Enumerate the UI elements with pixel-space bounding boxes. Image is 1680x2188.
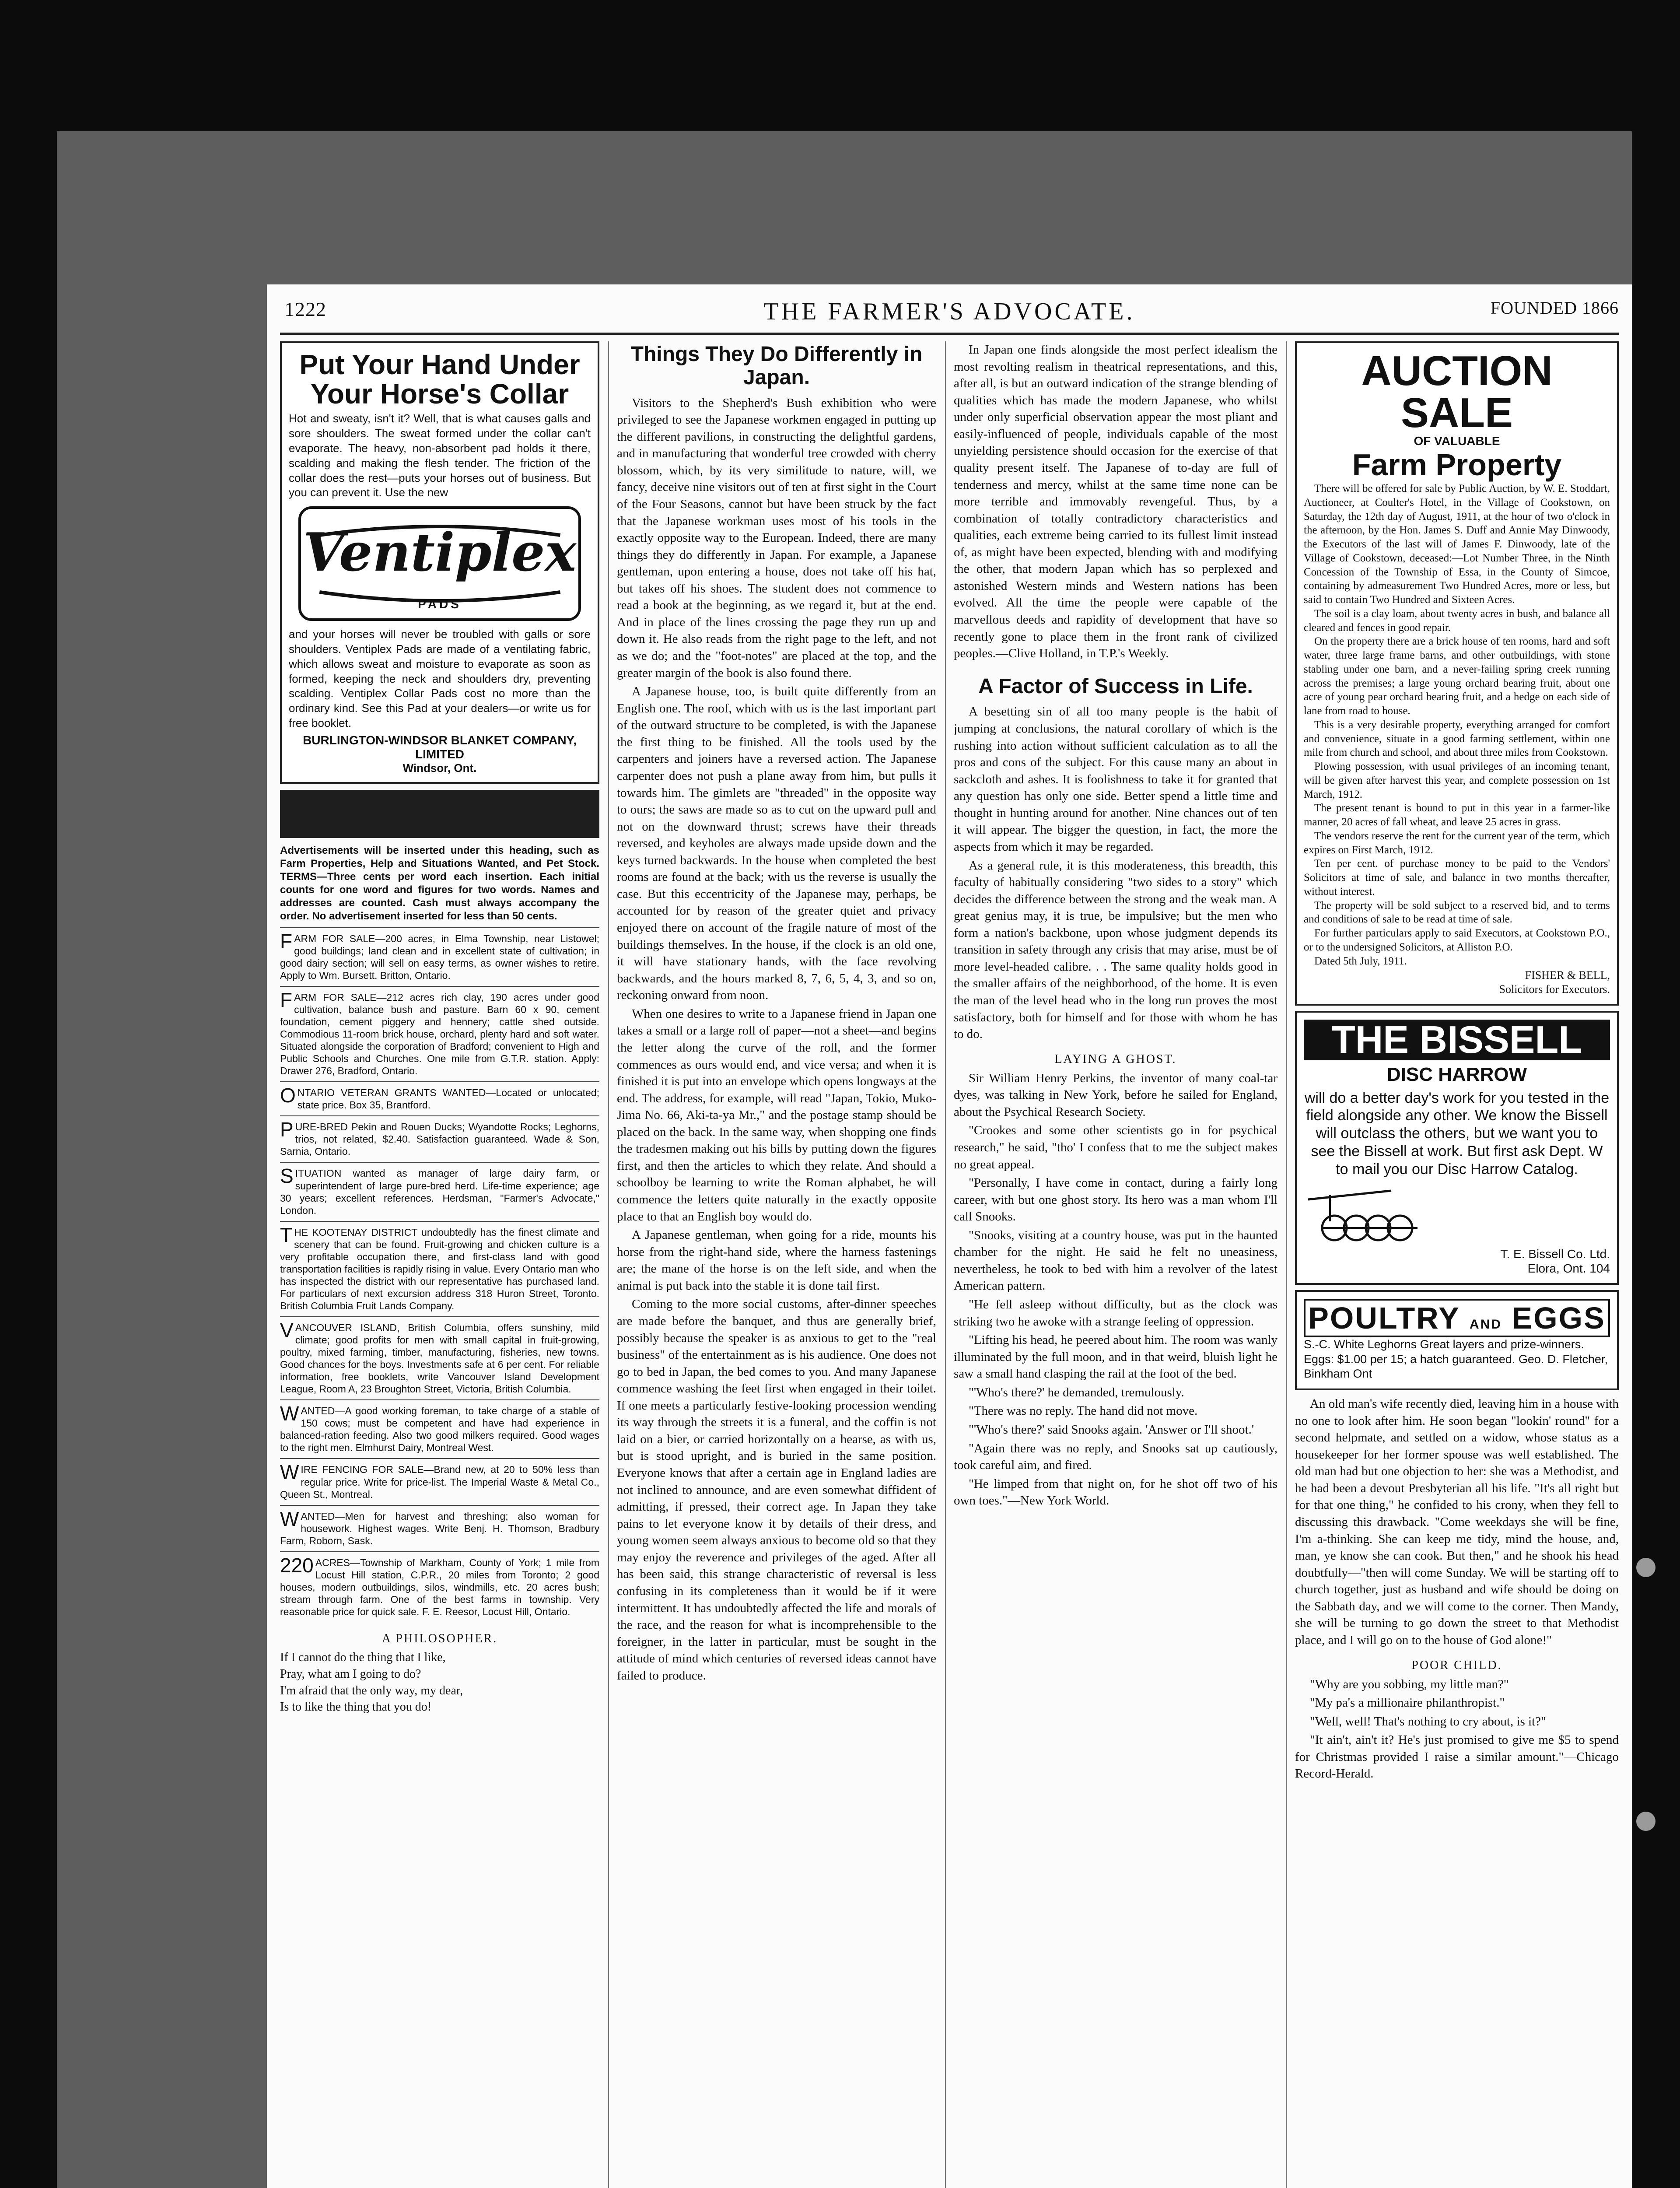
factor-headline: A Factor of Success in Life.	[978, 674, 1253, 698]
classified-text: ANCOUVER ISLAND, British Columbia, offers sunshiny, mild climate; good profits for men with small capital in fruit-growing, poultry, mixed farming, timber, manufacturing, fisheries, new towns. Good chances for the boys. Investments safe at 6 per cent. For reliable information, free booklets, write Vancouver Island Development League, Room A, 23 Broughton Street, Victoria, British Columbia.	[280, 1322, 599, 1395]
japan-paragraph: Visitors to the Shepherd's Bush exhibition who were privileged to see the Japanese workmen engaged in putting up the different pavilions, in constructing the delightful gardens, and in manufacturing that wonderful tree crowded with cherry blossom, which, by its very similitude to nature, will, we fancy, deceive nine visitors out of ten at first sight in the Court of the Four Seasons, cannot but have been struck by the fact that the Japanese workman uses most of his tools in the exactly opposite way to the European. Indeed, there are many things they do differently in Japan. For example, a Japanese gentleman, upon entering a house, does not take off his hat, but takes off his shoes. The student does not commence to read a book at the beginning, as we regard it, but at the end. And in place of the lines crossing the page they run up and down it. He also reads from the right page to the left, and not as we do; and the "foot-notes" are placed at the top, and the greater margin of the book is also found there.	[617, 396, 936, 680]
auction-paragraph: The present tenant is bound to put in this year in a farmer-like manner, 20 acres of fall wheat, and leave 25 acres in grass.	[1304, 802, 1610, 828]
auction-paragraph: The soil is a clay loam, about twenty acres in bush, and balance all cleared and fences in good repair.	[1304, 607, 1610, 634]
poultry-ad	[1295, 1290, 1619, 1390]
auction-paragraph: On the property there are a brick house of ten rooms, hard and soft water, three large frame barns, and other outbuildings, with stone stabling under one barn, and a never-failing spring creek running across the premises; a large young orchard bearing fruit, about one acre of young pear orchard bearing fruit, and a hedge on each side of lane from road to house.	[1304, 635, 1610, 717]
poem-line: I'm afraid that the only way, my dear,	[280, 1683, 463, 1697]
classified-text: ACRES—Township of Markham, County of York; 1 mile from Locust Hill station, C.P.R., 20 miles from Toronto; 2 good houses, modern outbuildings, silos, windmills, etc. 20 acres bush; stream through farm. One of the best farms in township. Very reasonable price for quick sale. F. E. Reesor, Locust Hill, Ontario.	[280, 1557, 599, 1617]
classified-intro: Advertisements will be inserted under this heading, such as Farm Properties, Help and Situations Wanted, and Pet Stock. TERMS—Three cents per word each insertion. Each initial counts for one word and figures for two words. Names and addresses are counted. Cash must always accompany the order. No advertisement inserted for less than 50 cents.	[280, 844, 599, 922]
column-divider	[608, 341, 609, 2188]
auction-firm: FISHER & BELL,	[1525, 969, 1610, 982]
ghost-paragraph: "Snooks, visiting at a country house, was put in the haunted chamber for the night. He said he felt no uneasiness, nevertheless, he took to bed with him a revolver of the latest American pattern.	[954, 1228, 1278, 1293]
ghost-paragraph: "He fell asleep without difficulty, but as the clock was striking two he awoke with a strange feeling of oppression.	[954, 1297, 1278, 1329]
classified-text: ANTED—A good working foreman, to take charge of a stable of 150 cows; must be competent and have had experience in balanced-ration feeding. Also two good milkers required. Good wages to the right men. Elmhurst Dairy, Montreal West.	[280, 1405, 599, 1454]
classified-ad	[280, 1221, 599, 1316]
classified-initial: W	[280, 1461, 299, 1484]
ventiplex-body: and your horses will never be troubled with galls or sore shoulders. Ventiplex Pads are made of a ventilating fabric, which allows sweat and moisture to evaporate as soon as formed, keeping the neck and shoulders dry, preventing scalding. Ventiplex Collar Pads cost no more than the ordinary kind. See this Pad at your dealers—or write us for free booklet.	[289, 628, 591, 729]
ghost-paragraph: "Lifting his head, he peered about him. The room was wanly illuminated by the full moon, and in that weird, bluish light he saw a small hand clasping the rail at the foot of the bed.	[954, 1333, 1278, 1381]
auction-paragraph: Ten per cent. of purchase money to be paid to the Vendors' Solicitors at time of sale, and balance in two months thereafter, without interest.	[1304, 858, 1610, 898]
classified-heading-banner	[280, 790, 599, 838]
ghost-paragraph: "There was no reply. The hand did not move.	[969, 1404, 1198, 1418]
classified-ad	[280, 1505, 599, 1551]
disc-harrow-illustration	[1304, 1182, 1435, 1243]
classified-initial: P	[280, 1118, 294, 1141]
old-man-story: An old man's wife recently died, leaving him in a house with no one to look after him. He soon began "lookin' round" for a second helpmate, and settled on a widow, whose status as a housekeeper for her former spouse was well established. The old man had but one objection to her: she was a Methodist, and he had been a devout Presbyterian all his life. "It's all right but for that one thing," he confided to his crony, when they fell to discussing this drawback. "Come weekdays she will be fine, I'm a-thinking. She can keep me tidy, mind the house, and, man, ye know she can cook. But then," and he shook his head doubtfully—"then will come Sunday. We will be starting off to church together, just as husband and wife should be doing on the Sabbath day, and we will come to the corner. Then Mandy, she will be turning to go down the street to that Methodist place, and I will go on to the house of God alone!"	[1295, 1397, 1619, 1647]
classified-initial: V	[280, 1319, 294, 1342]
masthead-title: THE FARMER'S ADVOCATE.	[763, 298, 1135, 325]
classified-list	[280, 927, 599, 1622]
classified-text: NTARIO VETERAN GRANTS WANTED—Located or unlocated; state price. Box 35, Brantford.	[297, 1087, 599, 1111]
classified-initial: F	[280, 988, 293, 1011]
classified-initial: O	[280, 1084, 296, 1107]
poultry-title-a: POULTRY	[1308, 1301, 1460, 1335]
auction-headline: AUCTION SALE	[1361, 347, 1553, 436]
japan-headline: Things They Do Differently in Japan.	[630, 343, 923, 389]
binder-hole	[1636, 1558, 1656, 1577]
japan-paragraph: A Japanese house, too, is built quite differently from an English one. The roof, which with us is the last important part of the outward structure to be completed, is with the Japanese the first thing to be finished. All the tools used by the carpenters and joiners have a reversed action. The Japanese carpenter does not push a plane away from him, but pulls it towards him. The gimlets are "threaded" in the opposite way to ours; the saws are made so as to cut on the upward pull and not on the downward thrust; screws have their threads reversed, and keyholes are always made upside down and the keys turned backwards. In the house when completed the best rooms are found at the back; with us the reverse is usually the case. But this eccentricity of the Japanese may, perhaps, be accounted for by reason of the greater quiet and privacy enjoyed there on account of the fragile nature of most of the buildings themselves. In the house, if the clock is an old one, it will have stationary hands, with the face revolving backwards, and the hours marked 8, 7, 6, 5, 4, 3, and so on, reckoning onward from noon.	[617, 684, 936, 1003]
classified-ad	[280, 1081, 599, 1115]
classified-text: URE-BRED Pekin and Rouen Ducks; Wyandotte Rocks; Leghorns, trios, not related, $2.40. Satisfaction guaranteed. Wade & Son, Sarnia, Ontario.	[280, 1121, 599, 1157]
ventiplex-city: Windsor, Ont.	[402, 761, 477, 775]
poultry-title	[1304, 1299, 1610, 1337]
classified-ad	[280, 1316, 599, 1399]
column-divider	[945, 341, 946, 2188]
auction-ad	[1295, 341, 1619, 1006]
ghost-headline: LAYING A GHOST.	[1054, 1052, 1177, 1066]
poor-child-headline: POOR CHILD.	[1411, 1658, 1502, 1672]
auction-paragraph: For further particulars apply to said Executors, at Cookstown P.O., or to the undersigned Solicitors, at Alliston P.O.	[1304, 927, 1610, 953]
ventiplex-company: BURLINGTON-WINDSOR BLANKET COMPANY, LIMITED	[303, 733, 577, 761]
japan-paragraph: In Japan one finds alongside the most perfect idealism the most revolting realism in theatrical representations, and this, after all, is but an outward indication of the strange blending of qualities which has made the modern Japanese, who whilst under only superficial observation appear the most pliant and easily-influenced of people, individuals capable of the most unyielding persistence should occasion for the exercise of that quality present itself. The Japanese of to-day are full of tenderness and mercy, whilst at the same time none can be more terrible and immovably revengeful. Thus, by a combination of totally contradictory characteristics and qualities, each extreme being carried to its fullest limit instead of, as might have been expected, blending with and modifying the other, that modern Japan which has so perplexed and astonished Western minds and Western nations has been evolved. All the time the people were capable of the marvellous deeds and rapidity of development that have so recently gone to place them in the front rank of civilized peoples.—Clive Holland, in T.P.'s Weekly.	[954, 343, 1278, 661]
auction-paragraph: The property will be sold subject to a reserved bid, and to terms and conditions of sale to be read at time of sale.	[1304, 899, 1610, 926]
classified-initial: T	[280, 1223, 293, 1246]
auction-farm-title: Farm Property	[1352, 448, 1562, 482]
bissell-city: Elora, Ont.	[1527, 1262, 1586, 1276]
ghost-paragraph: "'Who's there?' he demanded, tremulously.	[969, 1385, 1184, 1399]
ghost-paragraph: "Personally, I have come in contact, during a fairly long career, with but one ghost story. Its hero was a man whom I'll call Snooks.	[954, 1176, 1278, 1224]
auction-dated: Dated 5th July, 1911.	[1314, 955, 1407, 967]
column-1	[280, 341, 599, 2188]
classified-text: HE KOOTENAY DISTRICT undoubtedly has the finest climate and scenery that can be found. Fruit-growing and chicken culture is a very profitable occupation there, and first-class land with good transportation facilities is rapidly rising in value. Every Ontario man who has inspected the district with our representative has purchased land. For particulars of next excursion address 318 Huron Street, Toronto. British Columbia Fruit Lands Company.	[280, 1226, 599, 1311]
classified-text: ITUATION wanted as manager of large dairy farm, or superintendent of large pure-bred herd. Life-time experience; age 30 years; excellent references. Herdsman, "Farmer's Advocate," London.	[280, 1168, 599, 1216]
auction-paragraph: This is a very desirable property, everything arranged for comfort and convenience, situate in a good farming settlement, within one mile from church and school, and about three miles from Cookstown.	[1304, 719, 1610, 759]
column-3	[954, 341, 1278, 2188]
poem-line: If I cannot do the thing that I like,	[280, 1650, 446, 1664]
auction-subheading: OF VALUABLE	[1414, 434, 1500, 448]
classified-initial: W	[280, 1507, 299, 1530]
classified-ad	[280, 1551, 599, 1622]
ventiplex-headline: Put Your Hand Under Your Horse's Collar	[299, 349, 580, 410]
bissell-ad	[1295, 1011, 1619, 1285]
auction-paragraph: There will be offered for sale by Public Auction, by W. E. Stoddart, Auctioneer, at Coulter's Hotel, in the Village of Cookstown, on Saturday, the 12th day of August, 1911, at the hour of two o'clock in the afternoon, by the Hon. James S. Duff and Annie May Dinwoody, the Executors of the last will of James F. Dinwoody, late of the Village of Cookstown, deceased:—Lot Number Three, in the Ninth Concession of the Township of Essa, in the County of Simcoe, containing by admeasurement Two Hundred Acres, more or less, but said to contain Two Hundred and Sixteen Acres.	[1304, 483, 1610, 606]
poor-child-paragraph: "It ain't, ain't it? He's just promised to give me $5 to spend for Christmas provided I raise a similar amount."—Chicago Record-Herald.	[1295, 1733, 1619, 1781]
poor-child-paragraph: "Well, well! That's nothing to cry about, is it?"	[1310, 1714, 1546, 1729]
header-rule	[280, 333, 1619, 335]
ghost-paragraph: "He limped from that night on, for he shot off two of his own toes."—New York World.	[954, 1476, 1278, 1508]
philosopher-title: A PHILOSOPHER.	[382, 1631, 498, 1645]
classified-text: ANTED—Men for harvest and threshing; also woman for housework. Highest wages. Write Benj. H. Thomson, Bradbury Farm, Roborn, Sask.	[280, 1510, 599, 1546]
poem-line: Pray, what am I going to do?	[280, 1667, 421, 1681]
ghost-paragraph: "Again there was no reply, and Snooks sat up cautiously, took careful aim, and fired.	[954, 1441, 1278, 1473]
bissell-text: will do a better day's work for you tested in the field alongside any other. We know the Bissell will outclass the others, but we want you to see the Bissell at work. But first ask Dept. W to mail you our Disc Harrow Catalog.	[1304, 1089, 1610, 1178]
classified-ad	[280, 1162, 599, 1220]
poultry-line: S.-C. White Leghorns Great layers and prize-winners. Eggs: $1.00 per 15; a hatch guaranteed. Geo. D. Fletcher, Binkham Ont	[1304, 1337, 1608, 1381]
classified-initial: W	[280, 1402, 299, 1425]
japan-paragraph: A Japanese gentleman, when going for a ride, mounts his horse from the right-hand side, where the harness fastenings are; the mane of the horse is on the left side, and when the animal is put back into the stable it is done tail first.	[617, 1228, 936, 1293]
classified-ad	[280, 1115, 599, 1162]
classified-ad	[280, 927, 599, 986]
classified-text: ARM FOR SALE—212 acres rich clay, 190 acres under good cultivation, balance bush and pasture. Barn 60 x 90, cement foundation, cement piggery and hennery; cattle shed outside. Commodious 11-room brick house, orchard, plenty hard and soft water. Situated alongside the corporation of Bradford; convenient to High and Public Schools and Churches. One mile from G.T.R. station. Apply: Drawer 276, Bradford, Ontario.	[280, 991, 599, 1077]
poem-line: Is to like the thing that you do!	[280, 1700, 432, 1714]
auction-paragraph: Plowing possession, with usual privileges of an incoming tenant, will be given after harvest this year, and complete possession on 1st March, 1912.	[1304, 761, 1610, 800]
founded-note: FOUNDED 1866	[1490, 298, 1619, 318]
bissell-subtitle: DISC HARROW	[1386, 1063, 1527, 1085]
classified-text: ARM FOR SALE—200 acres, in Elma Township, near Listowel; good buildings; land clean and in excellent state of cultivation; in good dairy section; will sell on easy terms, as owner wishes to retire. Apply to Wm. Bursett, Britton, Ontario.	[280, 933, 599, 981]
auction-role: Solicitors for Executors.	[1499, 983, 1610, 996]
japan-paragraph: When one desires to write to a Japanese friend in Japan one takes a small or a large roll of paper—not a sheet—and begins the letter along the curve of the roll, and the former commences as ours would end, and vice versa; and when it is finished it is put into an envelope which opens longways at the end. The address, for example, will read "Japan, Tokio, Muko-Jima No. 66, Aki-ta-ya Mr.," and the postage stamp should be placed on the back. In the same way, when shopping one finds the tradesmen making out his bills by putting down the figures first, and then the articles to which they relate. And should a schoolboy be learning to write the Roman alphabet, he will commence the letters quite naturally in the exactly opposite place to that an English boy would do.	[617, 1006, 936, 1224]
poultry-title-c: EGGS	[1512, 1301, 1606, 1335]
bissell-company: T. E. Bissell Co. Ltd.	[1500, 1247, 1610, 1261]
page-number: 1222	[284, 298, 326, 320]
column-2	[617, 341, 936, 2188]
column-4	[1295, 341, 1619, 2188]
classified-initial: S	[280, 1164, 294, 1188]
poor-child-paragraph: "My pa's a millionaire philanthropist."	[1310, 1696, 1505, 1710]
classified-initial: F	[280, 929, 293, 953]
bissell-address-line	[1304, 1261, 1610, 1276]
column-divider	[1286, 341, 1287, 2188]
japan-paragraph: Coming to the more social customs, after-dinner speeches are made before the banquet, and thus are generally brief, possibly because the speaker is as anxious to get to the "real business" of the entertainment as is his audience. One does not go to bed in Japan, the bed comes to you. And many Japanese commence washing the feet first when engaged in their toilet. If one meets a particularly festive-looking procession wending its way through the streets it is a funeral, and the coffin is not laid on a bier, or carried horizontally on a hearse, as with us, but is stood upright, and is buried in the same position. Everyone knows that after a certain age in England ladies are not inclined to announce, and are even somewhat diffident of admitting, if pressed, their correct age. In Japan they take pains to let everyone know it by details of their dress, and young women seem always anxious to become old so that they may enjoy the reverence and privileges of the aged. After all has been said, this strange characteristic of reversal is less confusing in its completeness than it would be if it were intermittent. It has undoubtedly affected the life and morals of the race, and the reason for what is incomprehensible to the foreigner, in the latter in particular, must be sought in the attitude of mind which centuries of reversed ideas cannot have failed to produce.	[617, 1297, 936, 1683]
classified-ad	[280, 1458, 599, 1504]
ventiplex-intro: Hot and sweaty, isn't it? Well, that is what causes galls and sore shoulders. The sweat formed under the collar can't evaporate. The heavy, non-absorbent pad holds it there, scalding and making the flesh tender. The friction of the collar does the rest—puts your horses out of business. But you can prevent it. Use the new	[289, 412, 591, 499]
newspaper-page	[267, 284, 1632, 2188]
ghost-paragraph: "Crookes and some other scientists go in for psychical research," he said, "tho' I confess that to me the subject makes no great appeal.	[954, 1123, 1278, 1171]
ghost-paragraph: "'Who's there?' said Snooks again. 'Answer or I'll shoot.'	[969, 1422, 1254, 1437]
ventiplex-logo	[298, 506, 581, 621]
ventiplex-logo-sub: PADS	[418, 597, 462, 611]
bissell-code: 104	[1589, 1262, 1610, 1276]
classified-initial: 220	[280, 1553, 314, 1577]
classified-ad	[280, 1399, 599, 1458]
classified-ad	[280, 986, 599, 1081]
ventiplex-logo-text: Ventiplex	[303, 522, 577, 584]
factor-paragraph: A besetting sin of all too many people is the habit of jumping at conclusions, the natural corollary of which is the rushing into action without sufficient calculation as to all the pros and cons of the subject. For this cause many an about in sackcloth and ashes. It is foolishness to take it for granted that any question has only one side. Better spend a little time and thought in hunting around for another. Nine chances out of ten it will appear. The bigger the question, in fact, the more the aspects from which it may be regarded.	[954, 705, 1278, 854]
poor-child-paragraph: "Why are you sobbing, my little man?"	[1310, 1677, 1509, 1691]
binder-hole	[1636, 1812, 1656, 1831]
auction-paragraph: The vendors reserve the rent for the current year of the term, which expires on First March, 1912.	[1304, 830, 1610, 856]
ventiplex-ad	[280, 341, 599, 784]
poultry-title-b: AND	[1470, 1317, 1502, 1332]
ghost-paragraph: Sir William Henry Perkins, the inventor of many coal-tar dyes, was talking in New York, before he sailed for England, about the Psychical Research Society.	[954, 1071, 1278, 1119]
bissell-title: THE BISSELL	[1304, 1020, 1610, 1060]
factor-paragraph: As a general rule, it is this moderateness, this breadth, this faculty of habitually considering "two sides to a story" which decides the difference between the strong and the weak man. A great genius may, it is true, be impulsive; but the men who form a nation's backbone, upon whose judgment depends its transition in safety through any crisis that may arise, must be of more level-headed calibre. . . The same quality holds good in the smaller affairs of the neighborhood, of the home. It is even the man of the level head who in the long run proves the most satisfactory, both for himself and for those with whom he has to do.	[954, 858, 1278, 1041]
classified-text: IRE FENCING FOR SALE—Brand new, at 20 to 50% less than regular price. Write for price-list. The Imperial Waste & Metal Co., Queen St., Montreal.	[280, 1464, 599, 1500]
